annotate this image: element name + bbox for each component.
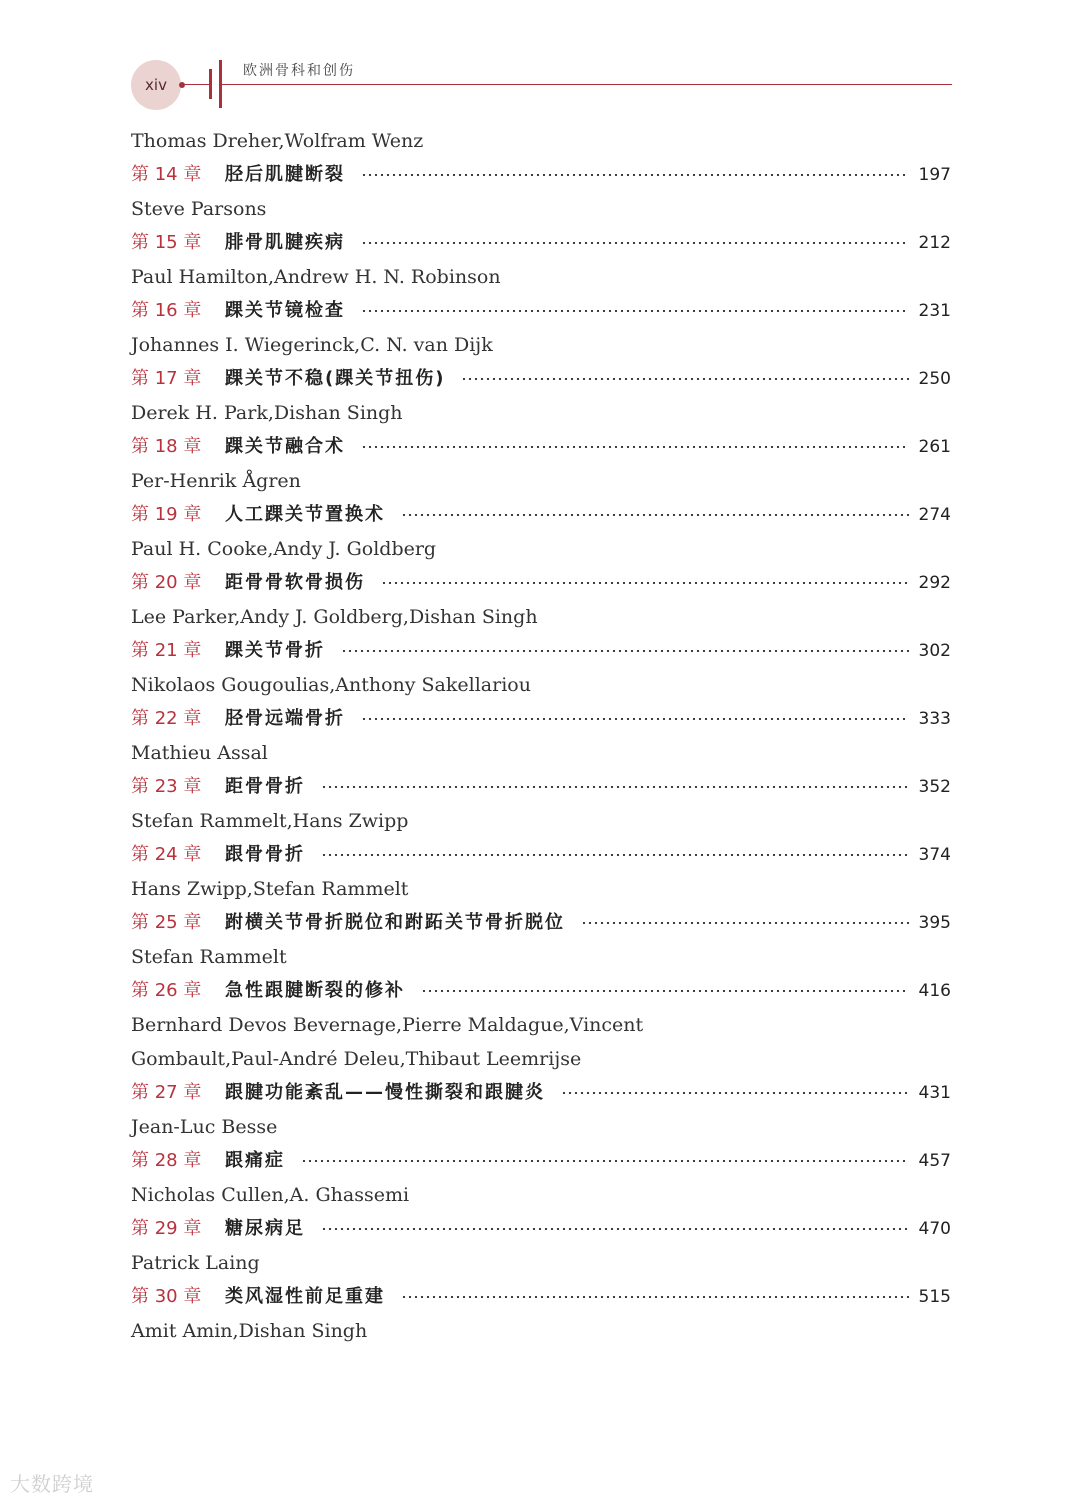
toc-chapter-entry[interactable] xyxy=(131,838,951,872)
dot-leader xyxy=(321,1228,909,1230)
chapter-title: 跟腱功能紊乱——慢性撕裂和跟腱炎 xyxy=(225,1082,545,1103)
dot-leader xyxy=(361,446,909,448)
chapter-page-number: 250 xyxy=(918,369,951,389)
toc-authors: Bernhard Devos Bevernage,Pierre Maldague,Vincent xyxy=(131,1014,644,1036)
dot-leader xyxy=(401,514,909,516)
chapter-title: 踝关节镜检查 xyxy=(225,300,345,321)
dot-leader xyxy=(321,854,909,856)
chapter-number: 第 28 章 xyxy=(131,1150,202,1171)
toc-chapter-entry[interactable] xyxy=(131,702,951,736)
toc-authors: Derek H. Park,Dishan Singh xyxy=(131,402,403,424)
toc-chapter-entry[interactable] xyxy=(131,1076,951,1110)
chapter-title: 跗横关节骨折脱位和跗跖关节骨折脱位 xyxy=(225,912,565,933)
chapter-number: 第 21 章 xyxy=(131,640,202,661)
toc-chapter-entry[interactable] xyxy=(131,1144,951,1178)
header-bar xyxy=(209,69,212,99)
toc-chapter-entry[interactable] xyxy=(131,362,951,396)
chapter-number: 第 22 章 xyxy=(131,708,202,729)
chapter-page-number: 457 xyxy=(918,1151,951,1171)
chapter-title: 类风湿性前足重建 xyxy=(225,1286,385,1307)
toc-authors: Jean-Luc Besse xyxy=(131,1116,278,1138)
page-number-badge xyxy=(131,60,181,110)
dot-leader xyxy=(321,786,909,788)
chapter-number: 第 29 章 xyxy=(131,1218,202,1239)
toc-authors: Stefan Rammelt xyxy=(131,946,287,968)
dot-leader xyxy=(561,1092,909,1094)
toc-authors: Mathieu Assal xyxy=(131,742,268,764)
table-of-contents xyxy=(131,124,951,1348)
toc-authors: Amit Amin,Dishan Singh xyxy=(131,1320,368,1342)
chapter-title: 胫后肌腱断裂 xyxy=(225,164,345,185)
toc-chapter-entry[interactable] xyxy=(131,226,951,260)
toc-authors: Steve Parsons xyxy=(131,198,267,220)
chapter-title: 胫骨远端骨折 xyxy=(225,708,345,729)
toc-authors: Johannes I. Wiegerinck,C. N. van Dijk xyxy=(131,334,493,356)
chapter-number: 第 15 章 xyxy=(131,232,202,253)
toc-chapter-entry[interactable] xyxy=(131,770,951,804)
header-rule xyxy=(221,84,952,85)
chapter-page-number: 374 xyxy=(918,845,951,865)
dot-leader xyxy=(361,174,909,176)
toc-authors: Paul Hamilton,Andrew H. N. Robinson xyxy=(131,266,501,288)
toc-authors: Thomas Dreher,Wolfram Wenz xyxy=(131,130,424,152)
toc-authors: Patrick Laing xyxy=(131,1252,260,1274)
chapter-number: 第 18 章 xyxy=(131,436,202,457)
chapter-page-number: 416 xyxy=(918,981,951,1001)
chapter-page-number: 212 xyxy=(918,233,951,253)
chapter-title: 急性跟腱断裂的修补 xyxy=(225,980,405,1001)
chapter-page-number: 261 xyxy=(918,437,951,457)
page-header xyxy=(0,0,1080,120)
toc-chapter-entry[interactable] xyxy=(131,430,951,464)
toc-authors: Hans Zwipp,Stefan Rammelt xyxy=(131,878,409,900)
chapter-number: 第 26 章 xyxy=(131,980,202,1001)
chapter-number: 第 19 章 xyxy=(131,504,202,525)
chapter-number: 第 27 章 xyxy=(131,1082,202,1103)
chapter-page-number: 515 xyxy=(918,1287,951,1307)
toc-chapter-entry[interactable] xyxy=(131,1280,951,1314)
chapter-page-number: 470 xyxy=(918,1219,951,1239)
chapter-number: 第 24 章 xyxy=(131,844,202,865)
chapter-title: 跟骨骨折 xyxy=(225,844,305,865)
dot-leader xyxy=(361,242,909,244)
header-dot xyxy=(179,82,185,88)
running-book-title: 欧洲骨科和创伤 xyxy=(243,63,355,79)
dot-leader xyxy=(361,718,909,720)
dot-leader xyxy=(461,378,908,380)
toc-chapter-entry[interactable] xyxy=(131,634,951,668)
toc-authors: Gombault,Paul-André Deleu,Thibaut Leemrijse xyxy=(131,1048,582,1070)
chapter-title: 人工踝关节置换术 xyxy=(225,504,385,525)
chapter-title: 腓骨肌腱疾病 xyxy=(225,232,345,253)
toc-chapter-entry[interactable] xyxy=(131,1212,951,1246)
chapter-title: 距骨骨软骨损伤 xyxy=(225,572,365,593)
chapter-page-number: 197 xyxy=(918,165,951,185)
chapter-title: 跟痛症 xyxy=(225,1150,285,1171)
dot-leader xyxy=(581,922,909,924)
chapter-number: 第 16 章 xyxy=(131,300,202,321)
toc-authors: Lee Parker,Andy J. Goldberg,Dishan Singh xyxy=(131,606,538,628)
chapter-page-number: 292 xyxy=(918,573,951,593)
toc-chapter-entry[interactable] xyxy=(131,974,951,1008)
dot-leader xyxy=(361,310,909,312)
dot-leader xyxy=(341,650,909,652)
toc-authors: Per-Henrik Ågren xyxy=(131,470,301,492)
toc-chapter-entry[interactable] xyxy=(131,906,951,940)
chapter-title: 糖尿病足 xyxy=(225,1218,305,1239)
toc-authors: Nikolaos Gougoulias,Anthony Sakellariou xyxy=(131,674,531,696)
chapter-page-number: 302 xyxy=(918,641,951,661)
header-rule-short xyxy=(185,84,209,85)
chapter-title: 踝关节骨折 xyxy=(225,640,325,661)
chapter-number: 第 23 章 xyxy=(131,776,202,797)
chapter-title: 距骨骨折 xyxy=(225,776,305,797)
chapter-number: 第 17 章 xyxy=(131,368,202,389)
chapter-title: 踝关节融合术 xyxy=(225,436,345,457)
chapter-page-number: 395 xyxy=(918,913,951,933)
toc-authors: Nicholas Cullen,A. Ghassemi xyxy=(131,1184,410,1206)
watermark: 大数跨境 xyxy=(10,1472,94,1496)
toc-chapter-entry[interactable] xyxy=(131,566,951,600)
chapter-page-number: 431 xyxy=(918,1083,951,1103)
chapter-page-number: 231 xyxy=(918,301,951,321)
toc-chapter-entry[interactable] xyxy=(131,158,951,192)
chapter-page-number: 333 xyxy=(918,709,951,729)
toc-chapter-entry[interactable] xyxy=(131,294,951,328)
chapter-number: 第 25 章 xyxy=(131,912,202,933)
chapter-number: 第 20 章 xyxy=(131,572,202,593)
chapter-title: 踝关节不稳(踝关节扭伤) xyxy=(225,368,446,389)
dot-leader xyxy=(301,1160,909,1162)
chapter-page-number: 274 xyxy=(918,505,951,525)
page-number: xiv xyxy=(145,76,167,94)
toc-chapter-entry[interactable] xyxy=(131,498,951,532)
dot-leader xyxy=(381,582,909,584)
dot-leader xyxy=(421,990,909,992)
chapter-number: 第 14 章 xyxy=(131,164,202,185)
toc-authors: Stefan Rammelt,Hans Zwipp xyxy=(131,810,409,832)
toc-authors: Paul H. Cooke,Andy J. Goldberg xyxy=(131,538,437,560)
chapter-page-number: 352 xyxy=(918,777,951,797)
chapter-number: 第 30 章 xyxy=(131,1286,202,1307)
dot-leader xyxy=(401,1296,909,1298)
